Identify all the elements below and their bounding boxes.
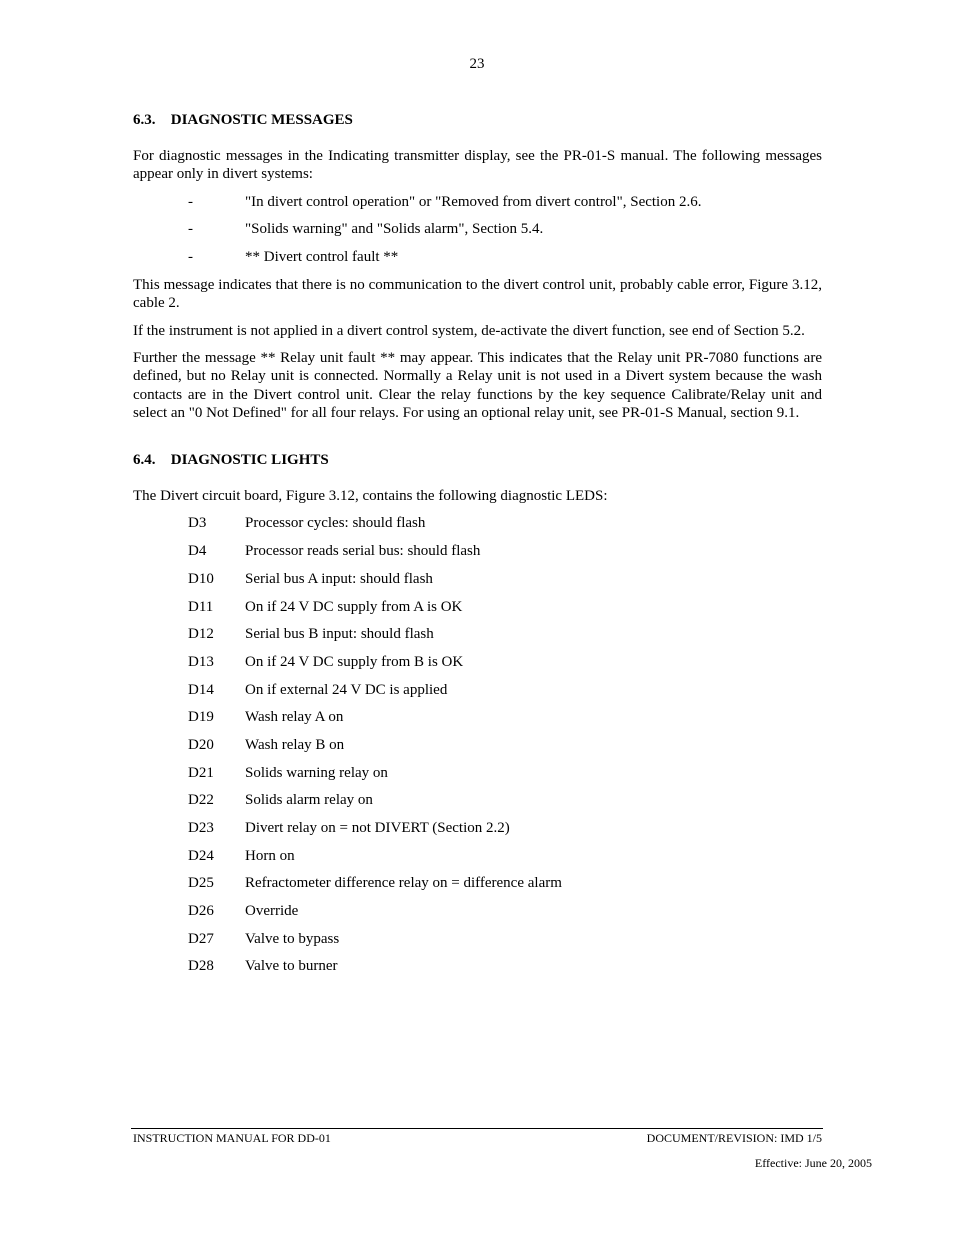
diagnostic-message-list bbox=[133, 193, 822, 276]
footer-divider bbox=[131, 1128, 823, 1129]
diagnostic-led-list bbox=[133, 514, 822, 985]
led-row: D4 Processor reads serial bus: should flash bbox=[188, 543, 481, 560]
section-6-3-number: 6.3. bbox=[133, 112, 156, 128]
list-item: - "Solids warning" and "Solids alarm", Section 5.4. bbox=[188, 221, 544, 238]
section-6-3-title: DIAGNOSTIC MESSAGES bbox=[170, 112, 353, 128]
list-item: - ** Divert control fault ** bbox=[188, 248, 399, 265]
led-row: D23 Divert relay on = not DIVERT (Section 2.2) bbox=[188, 820, 510, 837]
led-row: D11 On if 24 V DC supply from A is OK bbox=[188, 598, 463, 615]
led-row: D10 Serial bus A input: should flash bbox=[188, 570, 433, 587]
section-6-3-heading bbox=[133, 110, 822, 130]
footer-document-revision: DOCUMENT/REVISION: IMD 1/5 bbox=[646, 1131, 822, 1145]
led-row: D27 Valve to bypass bbox=[188, 930, 340, 947]
led-row: D24 Horn on bbox=[188, 847, 295, 864]
section-6-3-intro: For diagnostic messages in the Indicating transmitter display, see the PR-01-S manual. The following messages appear only in divert systems: bbox=[133, 148, 822, 183]
section-6-4-number: 6.4. bbox=[133, 452, 156, 469]
led-row: D19 Wash relay A on bbox=[188, 709, 344, 726]
section-6-3-paragraph-1: This message indicates that there is no communication to the divert control unit, probably cable error, Figure 3.12, cable 2. bbox=[133, 277, 822, 312]
section-6-3-paragraph-3: Further the message ** Relay unit fault ** may appear. This indicates that the Relay unit PR-7080 functions are defined, but no Relay unit is connected. Normally a Relay unit is not used in a Divert system because the wash contacts are in the Divert control unit. Clear the relay functions by the key sequence Calibrate/Relay unit and select an "0 Not Defined" for all four relays. For using an optional relay unit, see PR-01-S Manual, section 9.1. bbox=[133, 349, 822, 421]
led-row: D13 On if 24 V DC supply from B is OK bbox=[188, 653, 464, 670]
section-6-3-paragraph-2: If the instrument is not applied in a divert control system, de-activate the divert function, see end of Section 5.2. bbox=[133, 322, 805, 339]
led-row: D22 Solids alarm relay on bbox=[188, 792, 373, 809]
led-row: D26 Override bbox=[188, 903, 299, 920]
led-row: D12 Serial bus B input: should flash bbox=[188, 626, 434, 643]
page-content bbox=[133, 110, 822, 985]
led-row: D25 Refractometer difference relay on = difference alarm bbox=[188, 875, 562, 892]
led-row: D14 On if external 24 V DC is applied bbox=[188, 681, 448, 698]
led-row: D21 Solids warning relay on bbox=[188, 764, 388, 781]
footer-manual-title: INSTRUCTION MANUAL FOR DD-01 bbox=[133, 1131, 331, 1145]
list-item: - "In divert control operation" or "Removed from divert control", Section 2.6. bbox=[188, 193, 702, 210]
section-6-4-title: DIAGNOSTIC LIGHTS bbox=[170, 452, 329, 469]
page-number: 23 bbox=[469, 56, 485, 72]
section-6-4-intro: The Divert circuit board, Figure 3.12, contains the following diagnostic LEDS: bbox=[133, 488, 608, 505]
led-row: D28 Valve to burner bbox=[188, 958, 338, 975]
footer-effective-date: Effective: June 20, 2005 bbox=[754, 1156, 872, 1170]
led-row: D3 Processor cycles: should flash bbox=[188, 515, 426, 532]
led-row: D20 Wash relay B on bbox=[188, 736, 345, 753]
section-6-4-heading bbox=[133, 450, 822, 470]
